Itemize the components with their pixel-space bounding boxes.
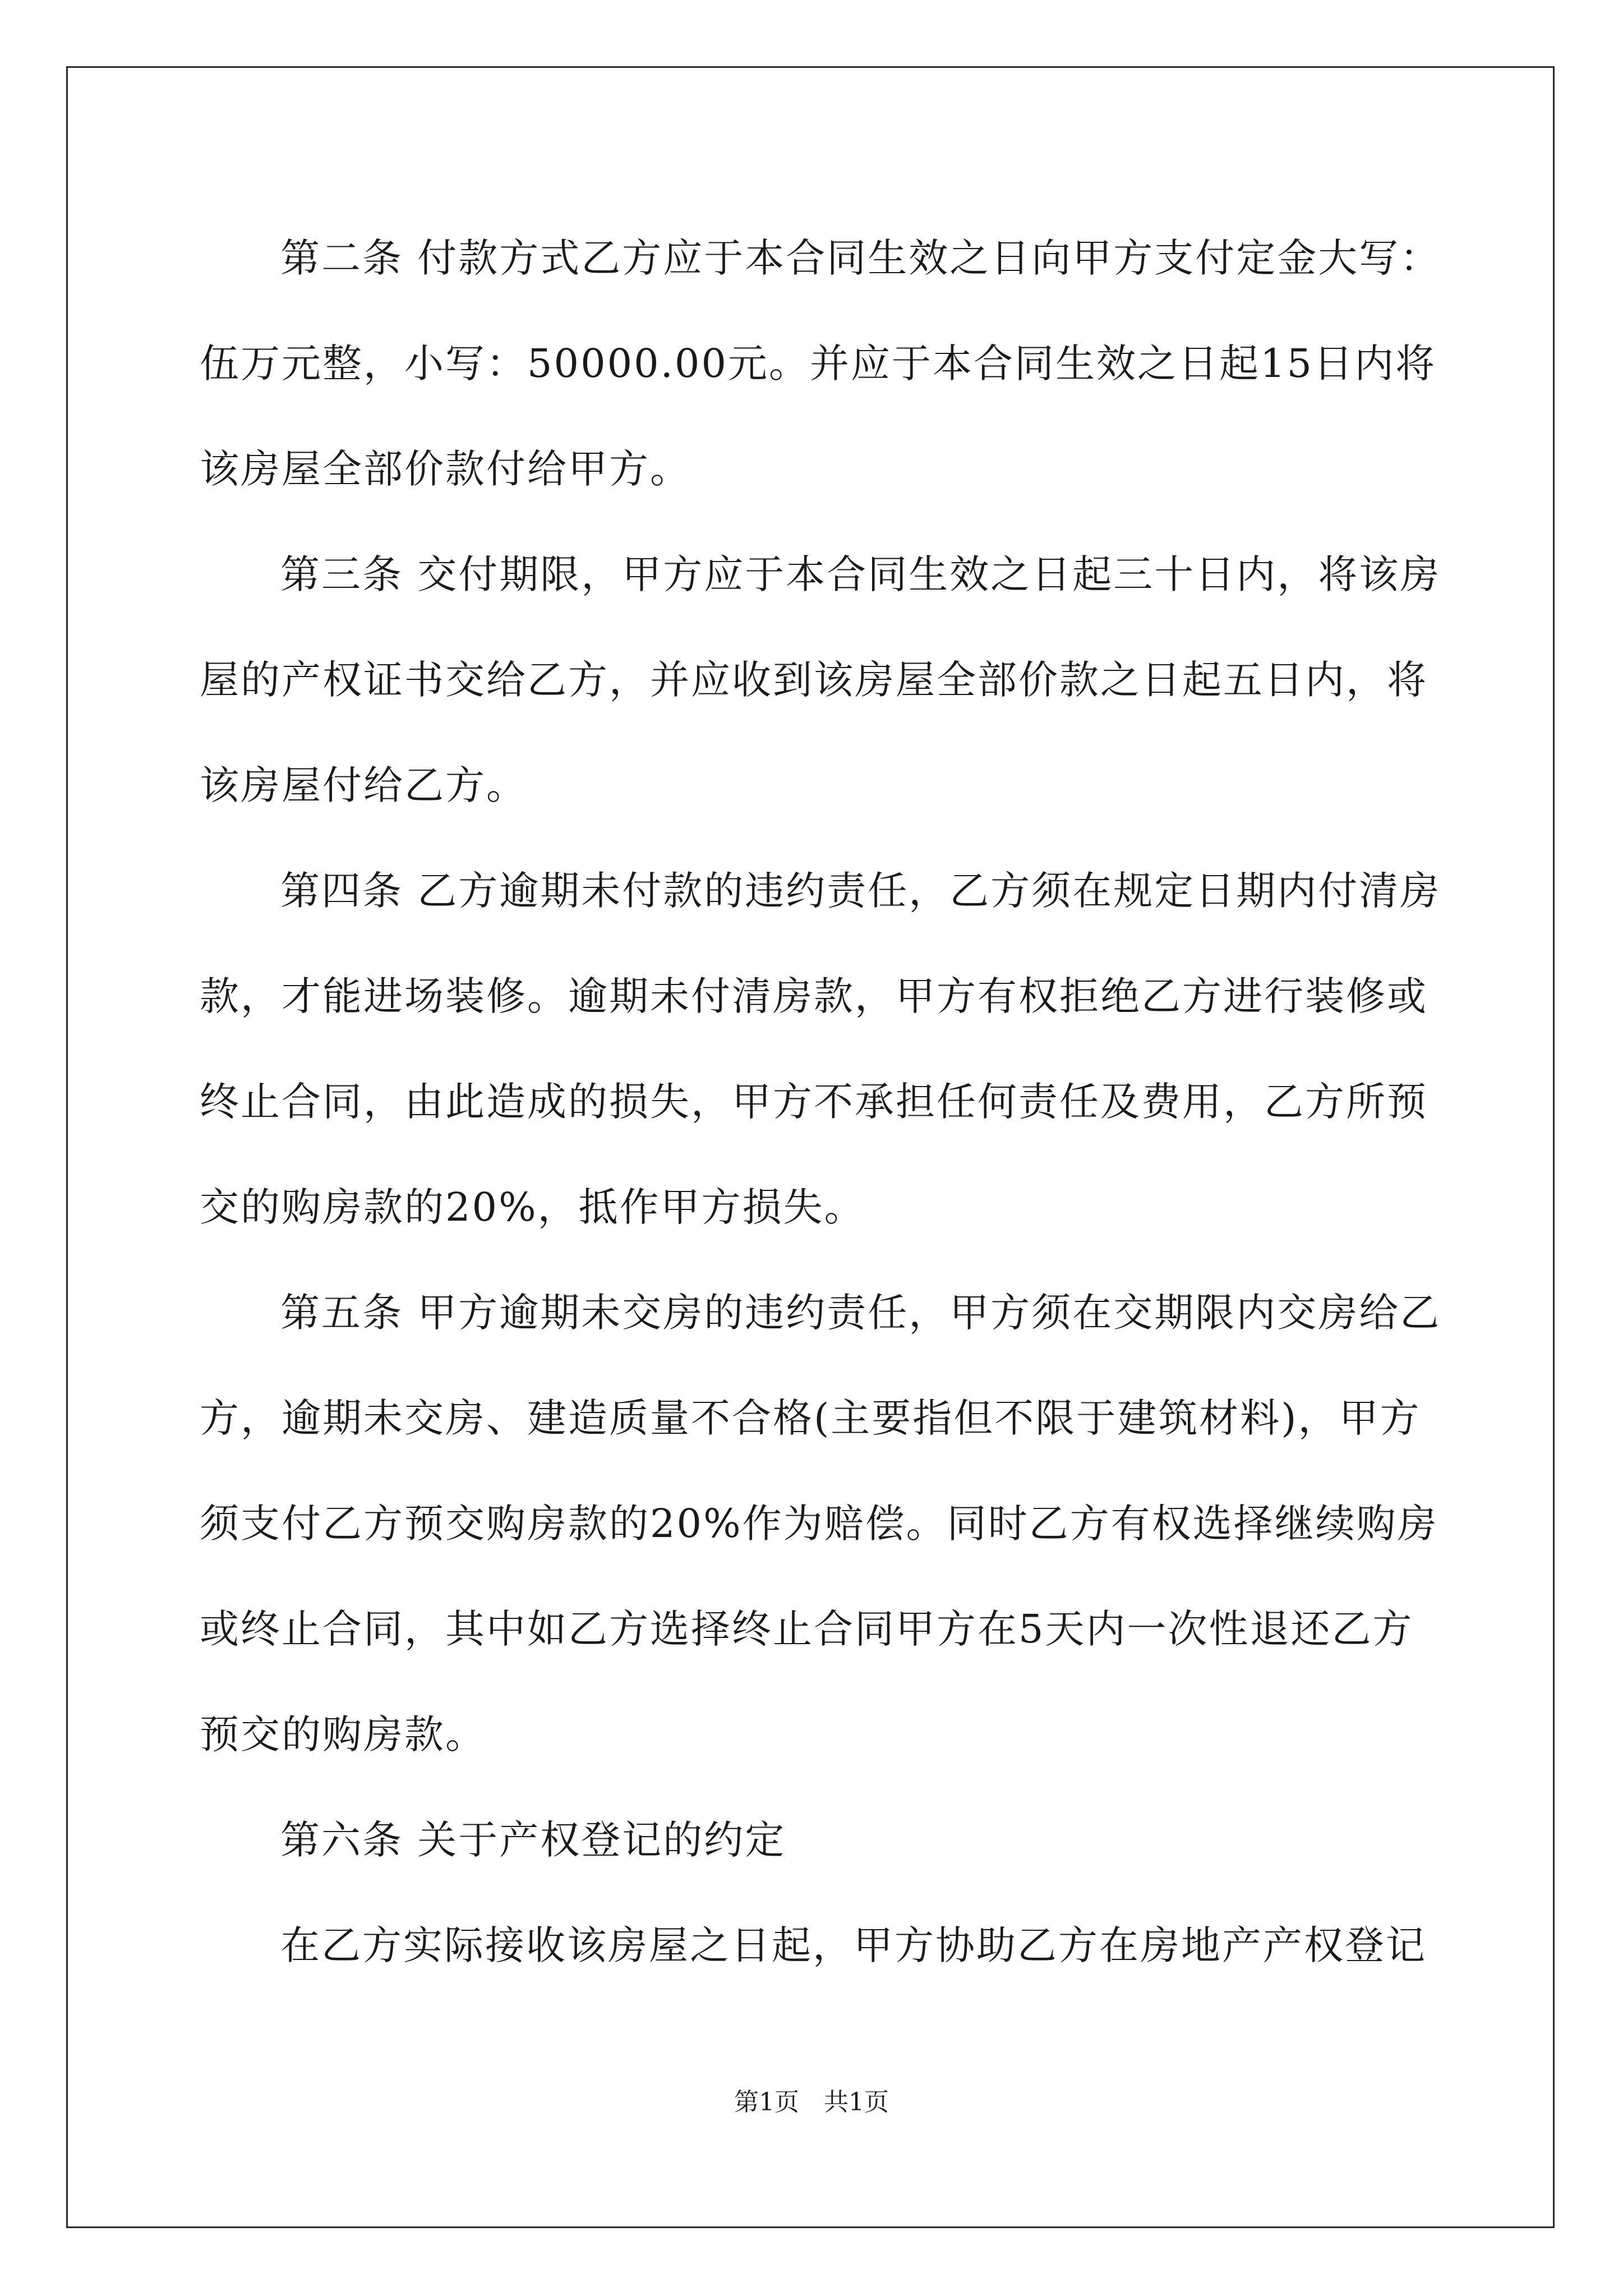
- article-5-line-1: 第五条 甲方逾期未交房的违约责任，甲方须在交期限内交房给乙: [280, 1290, 1441, 1336]
- article-3-line-2: 屋的产权证书交给乙方，并应收到该房屋全部价款之日起五日内，将: [200, 657, 1428, 703]
- article-4-line-1: 第四条 乙方逾期未付款的违约责任，乙方须在规定日期内付清房: [280, 868, 1441, 914]
- article-2-line-2: 伍万元整，小写：50000.00元。并应于本合同生效之日起15日内将: [200, 341, 1437, 386]
- article-2-line-3: 该房屋全部价款付给甲方。: [200, 446, 691, 492]
- article-3-line-3: 该房屋付给乙方。: [200, 762, 527, 808]
- article-5-line-5: 预交的购房款。: [200, 1711, 486, 1757]
- article-4-line-2: 款，才能进场装修。逾期未付清房款，甲方有权拒绝乙方进行装修或: [200, 973, 1428, 1019]
- page-footer: 第1页 共1页: [734, 2088, 889, 2116]
- article-3-line-1: 第三条 交付期限，甲方应于本合同生效之日起三十日内，将该房: [280, 551, 1441, 597]
- article-2-line-1: 第二条 付款方式乙方应于本合同生效之日向甲方支付定金大写：: [280, 235, 1441, 281]
- page-border: [66, 66, 1555, 2228]
- article-4-line-4: 交的购房款的20%，抵作甲方损失。: [200, 1184, 865, 1230]
- article-6-heading: 第六条 关于产权登记的约定: [280, 1817, 786, 1863]
- article-5-line-4: 或终止合同，其中如乙方选择终止合同甲方在5天内一次性退还乙方: [200, 1606, 1414, 1652]
- article-6-line-1: 在乙方实际接收该房屋之日起，甲方协助乙方在房地产产权登记: [280, 1922, 1427, 1968]
- article-5-line-3: 须支付乙方预交购房款的20%作为赔偿。同时乙方有权选择继续购房: [200, 1501, 1438, 1547]
- article-4-line-3: 终止合同，由此造成的损失，甲方不承担任何责任及费用，乙方所预: [200, 1079, 1428, 1125]
- article-5-line-2: 方，逾期未交房、建造质量不合格(主要指但不限于建筑材料)，甲方: [200, 1395, 1421, 1441]
